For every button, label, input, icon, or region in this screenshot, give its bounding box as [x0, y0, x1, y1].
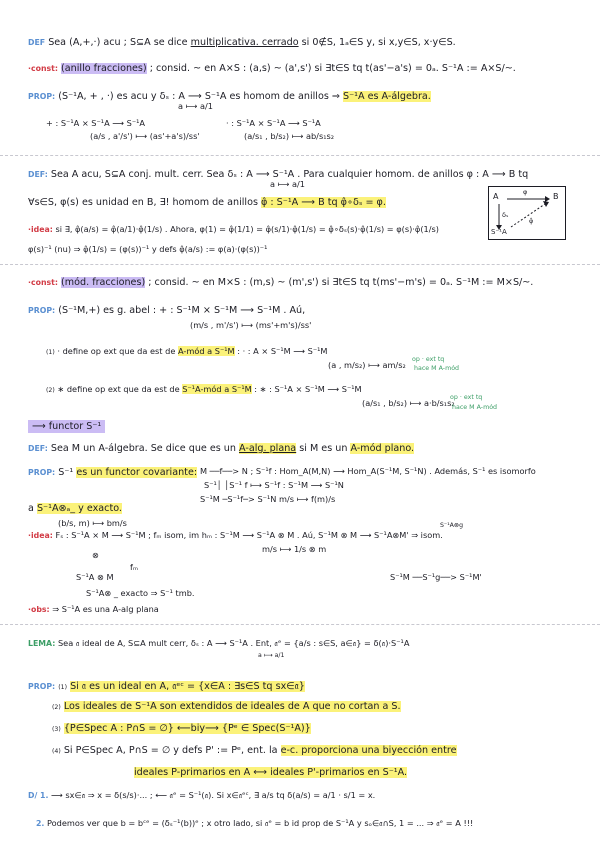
p4-a: Si P∈Spec A, P∩S = ∅ y defs P' := Pᵉ, ent. la [63, 745, 278, 756]
const-name: (anillo fracciones) [61, 63, 147, 74]
idea-bottom: S⁻¹A ⊗ M [76, 572, 114, 582]
item-2 [46, 384, 362, 395]
exact-line: S⁻¹A⊗ _ exacto ⇒ S⁻¹ tmb. [86, 588, 195, 598]
item-1 [46, 346, 328, 357]
const-module-line [28, 276, 533, 289]
def-map: a ⟼ a/1 [270, 179, 305, 189]
prop-ideals-1 [28, 680, 305, 693]
section-header-functor: ⟶ functor S⁻¹ [28, 420, 105, 433]
ops-plus-map: (a/s , a'/s') ⟼ (as'+a's)/ss' [90, 131, 200, 141]
def-flat-line [28, 442, 414, 455]
prop-tag: PROP: [28, 468, 56, 477]
diag-S: S⁻¹A [491, 228, 507, 236]
iso-hl: S⁻¹A⊗ₐ_ y exacto. [36, 503, 122, 514]
prop-module-map: (m/s , m'/s') ⟼ (ms'+m's)/ss' [190, 320, 312, 330]
lema-tag: LEMA: [28, 639, 56, 648]
def-term: multiplicativa. cerrado [190, 37, 299, 48]
item-2-note2: hace M A-mód [452, 404, 498, 411]
prop-map: a ⟼ a/1 [178, 101, 213, 111]
d1-text: ⟶ sx∈𝔞 ⇒ x = δ(s/s)·... ; ⟵ 𝔞ᵉ = S⁻¹(𝔞). Si x∈𝔞ᵉᶜ, ∃ a/s tq δ(a/s) = a/1 · s/1 = x. [51, 790, 376, 800]
idea-left2: fₘ [130, 562, 138, 572]
item-1-a: · define op ext que da est de [57, 346, 176, 356]
p4-num: (4) [52, 748, 61, 755]
def-a: Sea M un A-álgebra. Se dice que es un [50, 443, 236, 454]
prop-ideals-4 [52, 744, 457, 757]
proof-2 [36, 818, 473, 829]
iso-a: a [28, 503, 34, 514]
diag-B: B [553, 192, 559, 201]
diag-phi: φ [523, 188, 528, 196]
prop-tag: PROP: [28, 306, 56, 315]
def-text-2b: φ̂ : S⁻¹A ⟶ B tq φ̂∘δₛ = φ. [261, 197, 386, 208]
item-1-b: : · : A × S⁻¹M ⟶ S⁻¹M [237, 346, 328, 356]
def-text-2a: ∀s∈S, φ(s) es unidad en B, ∃! homom de anillos [28, 197, 258, 208]
idea-square: S⁻¹M ──S⁻¹g──> S⁻¹M' [390, 572, 482, 582]
const-tag: ·const: [28, 278, 58, 287]
idea-a: Fₛ : S⁻¹A × M ⟶ S⁻¹M ; fₘ isom, im hₘ : S⁻¹M ⟶ S⁻¹A ⊗ M . Aú, S⁻¹M ⊗ M ⟶ S⁻¹A⊗M' ⇒ isom. [55, 530, 443, 540]
p3-text: {P∈Spec A : P∩S = ∅} ⟵biy⟶ {Pᵉ ∈ Spec(S⁻¹A)} [63, 723, 311, 734]
item-2-a: ∗ define op ext que da est de [57, 384, 180, 394]
def-tag: DEF [28, 38, 46, 47]
item-1-hl: A-mód a S⁻¹M [177, 346, 235, 356]
prop-diag-3: S⁻¹M ─S⁻¹f─> S⁻¹N m/s ⟼ f(m)/s [200, 494, 336, 504]
idea-line1 [28, 224, 439, 235]
divider [0, 264, 600, 265]
universal-diagram [488, 186, 566, 240]
prop-tag: PROP: [28, 682, 56, 691]
def-tag: DEF: [28, 170, 48, 179]
prop-hl: es un functor covariante: [76, 467, 198, 478]
lema-line [28, 638, 409, 649]
diag-A: A [493, 192, 499, 201]
diag-delta: δₛ [502, 211, 509, 219]
idea-tag: ·idea: [28, 531, 53, 540]
item-1-num: (1) [46, 349, 55, 356]
proof-1 [28, 790, 375, 801]
item-2-note1: op · ext tq [450, 394, 483, 401]
const-name: (mód. fracciones) [61, 277, 146, 288]
d2-num: 2. [36, 819, 45, 828]
def-universal-line2 [28, 196, 386, 209]
prop-diag-2: S⁻¹│ │S⁻¹ f ⟼ S⁻¹f : S⁻¹M ⟶ S⁻¹N [204, 480, 344, 490]
idea-functor-line [28, 530, 443, 541]
idea-top-map: (b/s, m) ⟼ bm/s [58, 518, 127, 528]
p2-text: Los ideales de S⁻¹A son extendidos de ideales de A que no cortan a S. [63, 701, 401, 712]
const-text: ; consid. ~ en M×S : (m,s) ~ (m',s') si ∃t∈S tq t(ms'−m's) = 0ₐ. S⁻¹M := M×S/~. [148, 277, 534, 288]
lema-map: a ⟼ a/1 [258, 652, 285, 659]
item-1-note1: op · ext tq [412, 356, 445, 363]
item-1-map: (a , m/s₂) ⟼ am/s₂ [328, 360, 406, 370]
prop-tag: PROP: [28, 92, 56, 101]
idea-text-1: si ∃, φ̂(a/s) = φ̂(a/1)·φ̂(1/s) . Ahora, φ(1) = φ̂(1/1) = φ̂(s/1)·φ̂(1/s) = φ̂∘δₛ(s)·φ̂(1/s) = φ(s)·φ̂(1/s) [55, 224, 439, 234]
item-2-num: (2) [46, 387, 55, 394]
const-text: ; consid. ~ en A×S : (a,s) ~ (a',s') si ∃t∈S tq t(as'−a's) = 0ₐ. S⁻¹A := A×S/~. [149, 63, 516, 74]
p1-text: Si 𝔞 es un ideal en A, 𝔞ᵉᶜ = {x∈A : ∃s∈S tq sx∈𝔞} [70, 681, 305, 692]
prop-functor-line [28, 466, 197, 479]
item-2-b: : ∗ : S⁻¹A × S⁻¹M ⟶ S⁻¹M [254, 384, 362, 394]
idea-tag: ·idea: [28, 225, 53, 234]
obs-line [28, 604, 159, 615]
p1-num: (1) [58, 684, 68, 691]
obs-tag: ·obs: [28, 605, 50, 614]
item-2-map: (a/s₁ , b/s₂) ⟼ a·b/s₁s₂ [362, 398, 455, 408]
idea-sq-top: S⁻¹A⊗g [440, 522, 464, 529]
diag-hat: φ̂ [529, 217, 534, 225]
ops-dot-map: (a/s₁ , b/s₂) ⟼ ab/s₁s₂ [244, 131, 335, 141]
def-hl: A-alg. plana [239, 443, 297, 454]
def-text: Sea (A,+,·) acu ; S⊆A se dice [48, 37, 188, 48]
const-tag: ·const: [28, 64, 58, 73]
def-hl2: A-mód plano. [350, 443, 415, 454]
const-ring-line [28, 62, 516, 75]
divider [0, 155, 600, 156]
d1-num: D/ 1. [28, 791, 49, 800]
prop-ideals-4b [134, 766, 407, 779]
divider [0, 624, 600, 625]
p3-num: (3) [52, 726, 61, 733]
p2-num: (2) [52, 704, 61, 711]
d2-text: Podemos ver que b = bᶜᵉ = (δₛ⁻¹(b))ᵉ ; x otro lado, si 𝔞ᵉ = b id prop de S⁻¹A y sₒ∈𝔞∩S, 1 = ... ⇒ 𝔞ᵉ = A !!! [47, 818, 474, 828]
idea-line2: φ(s)⁻¹ (nu) ⇒ φ̂(1/s) = (φ(s))⁻¹ y defs φ̂(a/s) := φ(a)·(φ(s))⁻¹ [28, 244, 268, 254]
prop-module-line [28, 304, 305, 317]
def-text: Sea A acu, S⊆A conj. mult. cerr. Sea δₛ : A ⟶ S⁻¹A . Para cualquier homom. de anillos φ : A ⟶ B tq [50, 169, 529, 180]
lema-text: Sea 𝔞 ideal de A, S⊆A mult cerr, δₛ : A ⟶ S⁻¹A . Ent, 𝔞ᵉ = {a/s : s∈S, a∈𝔞} = δ(𝔞)·S⁻¹A [57, 638, 410, 648]
prop-ideals-3 [52, 722, 311, 735]
prop-diag-1: M ──f──> N ; S⁻¹f : Hom_A(M,N) ⟶ Hom_A(S⁻¹M, S⁻¹N) . Además, S⁻¹ es isomorfo [200, 466, 536, 476]
ops-dot: · : S⁻¹A × S⁻¹A ⟶ S⁻¹A [226, 118, 321, 128]
def-cond: si 0∉S, 1ₐ∈S y, si x,y∈S, x·y∈S. [301, 37, 456, 48]
prop-text: (S⁻¹M,+) es g. abel : + : S⁻¹M × S⁻¹M ⟶ S⁻¹M . Aú, [58, 305, 306, 316]
item-1-note2: hace M A-mód [414, 365, 460, 372]
item-2-hl: S⁻¹A-mód a S⁻¹M [182, 384, 252, 394]
obs-text: ⇒ S⁻¹A es una A-alg plana [52, 604, 159, 614]
def-multiplicative-line [28, 36, 456, 49]
prop-a: S⁻¹ [58, 467, 74, 478]
p4-b: ideales P-primarios en A ⟷ ideales P'-primarios en S⁻¹A. [134, 767, 408, 778]
def-b: si M es un [299, 443, 348, 454]
prop-highlight: S⁻¹A es A-álgebra. [342, 91, 431, 102]
prop-text: (S⁻¹A, + , ·) es acu y δₛ : A ⟶ S⁻¹A es homom de anillos ⇒ [58, 91, 340, 102]
p4-hl: e-c. proporciona una biyección entre [280, 745, 457, 756]
iso-line [28, 502, 122, 515]
prop-ring-line [28, 90, 431, 103]
def-tag: DEF: [28, 444, 48, 453]
ops-plus: + : S⁻¹A × S⁻¹A ⟶ S⁻¹A [46, 118, 146, 128]
idea-map: m/s ⟼ 1/s ⊗ m [262, 544, 327, 554]
prop-ideals-2 [52, 700, 401, 713]
idea-left1: ⊗ [92, 550, 99, 560]
